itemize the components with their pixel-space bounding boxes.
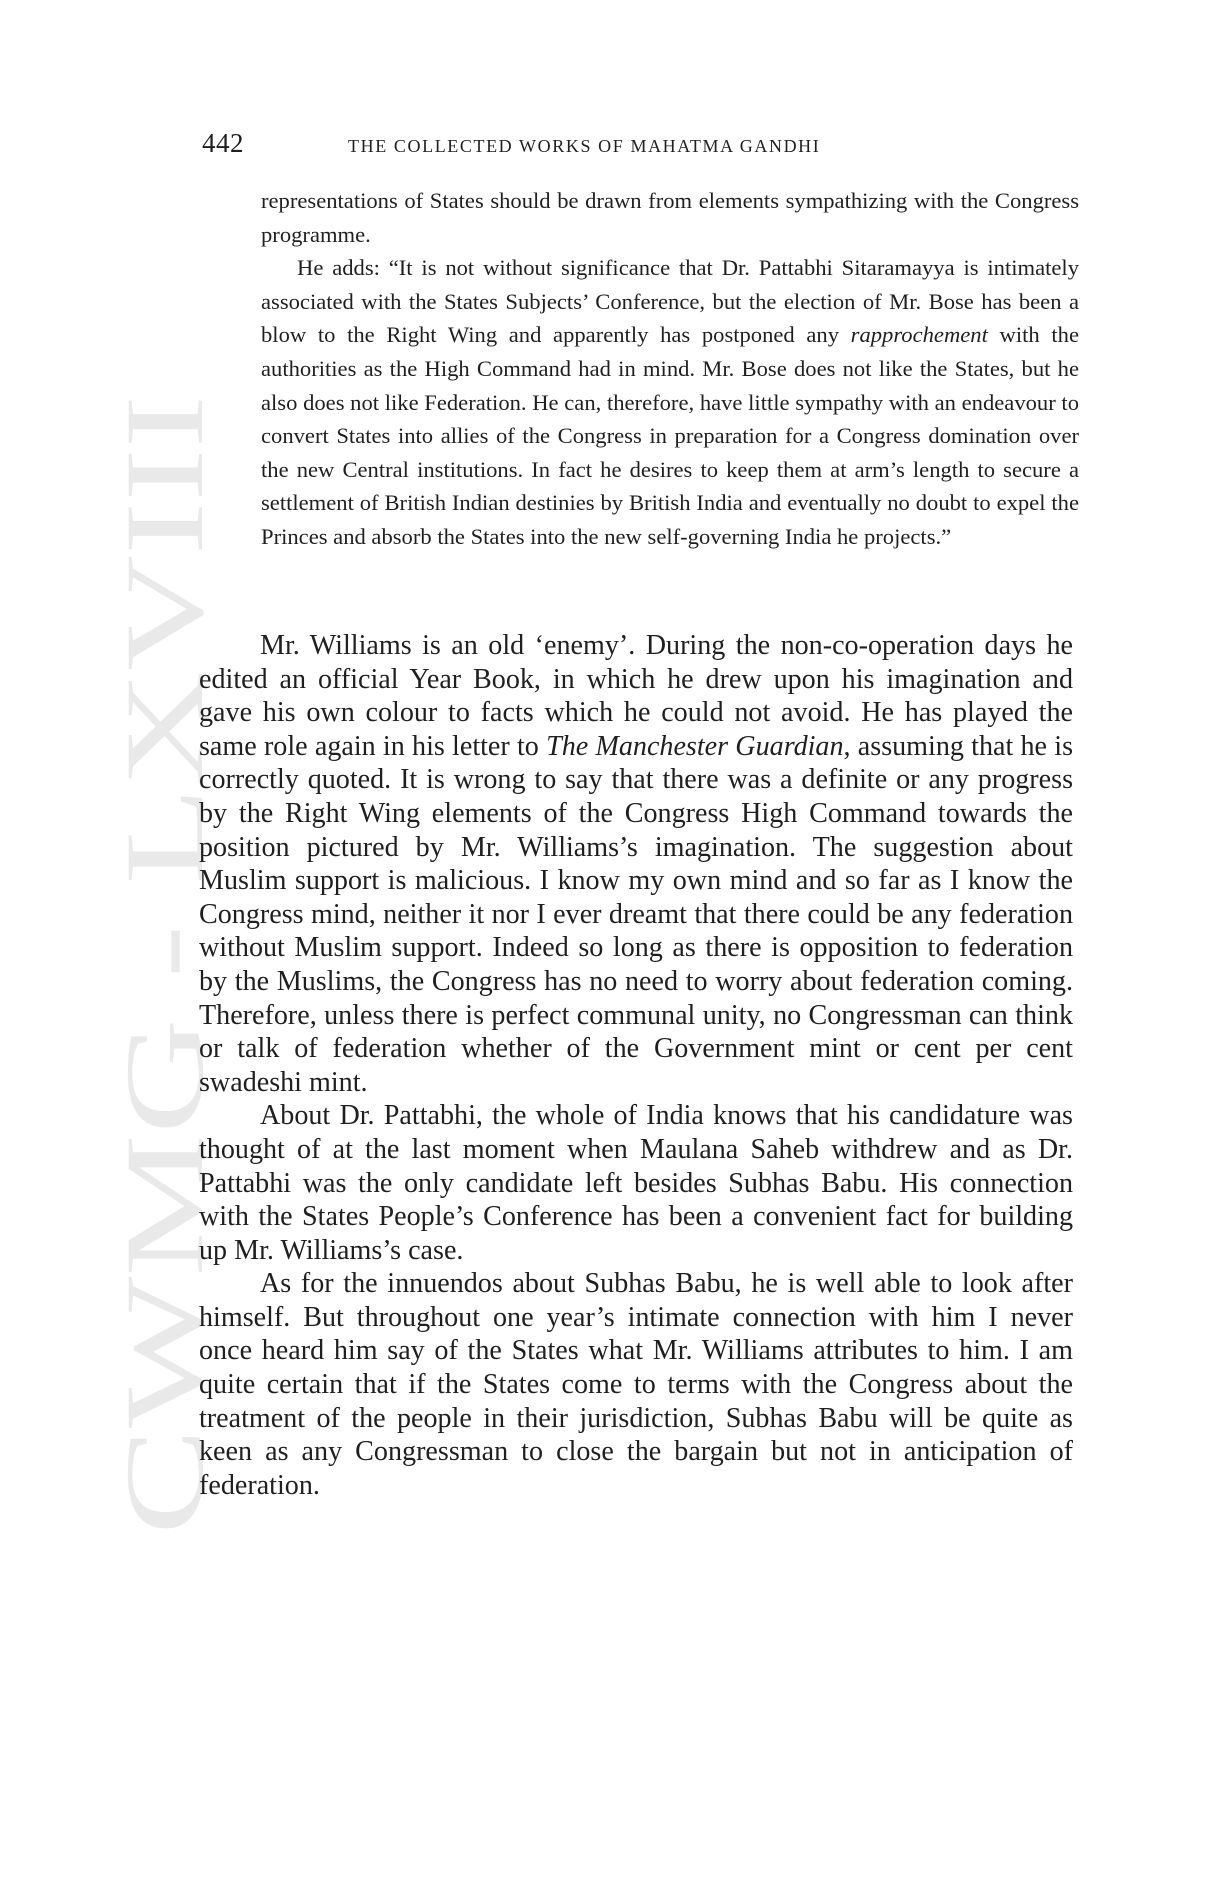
watermark-text: CWMG - LXVIII [103,738,227,1535]
body-text: , assuming that he is correctly quoted. It is wrong to say that there was a definite or any progress by the Right Wing elements of the Congress High Command towards the position pictured by Mr. Williams’s imagination. The suggestion about Muslim support is malicious. I know my own mind and so far as I know the Congress mind, neither it nor I ever dreamt that there could be any federation without Muslim support. Indeed so long as there is opposition to federation by the Muslims, the Congress has no need to worry about federation coming. Therefore, unless there is perfect communal unity, no Congressman can think or talk of federation whether of the Government mint or cent per cent swadeshi mint. [199,730,1073,1098]
italic-term: rapprochement [850,322,988,348]
body-paragraph: About Dr. Pattabhi, the whole of India knows that his candidature was thought of at the last moment when Maulana Saheb withdrew and as Dr. Pattabhi was the only candidate left besides Subhas Babu. His connection with the States People’s Conference has been a convenient fact for building up Mr. Williams’s case. [199,1100,1073,1266]
quote-paragraph: representations of States should be drawn from elements sympathizing with the Congress programme. [261,188,1079,247]
quote-text: He adds: “It is not without significance that Dr. Pattabhi Sitaramayya is intimately associated with the States Subjects’ Conference, but the election of Mr. Bose has been a blow to the Right Wing and apparently has postponed any [261,255,1079,348]
body-paragraph [199,629,1073,1099]
newspaper-title: The Manchester Guardian [546,730,844,762]
running-head: THE COLLECTED WORKS OF MAHATMA GANDHI [348,136,821,156]
quote-text: with the authorities as the High Command had in mind. Mr. Bose does not like the States, but he also does not like Federation. He can, therefore, have little sympathy with an endeavour to convert States into allies of the Congress in preparation for a Congress domination over the new Central institutions. In fact he desires to keep them at arm’s length to secure a settlement of British Indian destinies by British India and eventually no doubt to expel the Princes and absorb the States into the new self-governing India he projects.” [261,322,1079,549]
body-text: Mr. Williams is an old ‘enemy’. During the non-co-operation days he edited an official Year Book, in which he drew upon his imagination and gave his own colour to facts which he could not avoid. He has played the same role again in his letter to [199,630,1073,762]
body-paragraph: As for the innuendos about Subhas Babu, he is well able to look after himself. But throughout one year’s intimate connection with him I never once heard him say of the States what Mr. Williams attributes to him. I am quite certain that if the States come to terms with the Congress about the treatment of the people in their jurisdiction, Subhas Babu will be quite as keen as any Congressman to close the bargain but not in anticipation of federation. [199,1268,1073,1501]
page-number: 442 [202,128,244,158]
quote-paragraph [261,251,1079,553]
quoted-passage [261,184,1079,554]
page-header [202,128,1082,168]
main-text [199,629,1073,1502]
